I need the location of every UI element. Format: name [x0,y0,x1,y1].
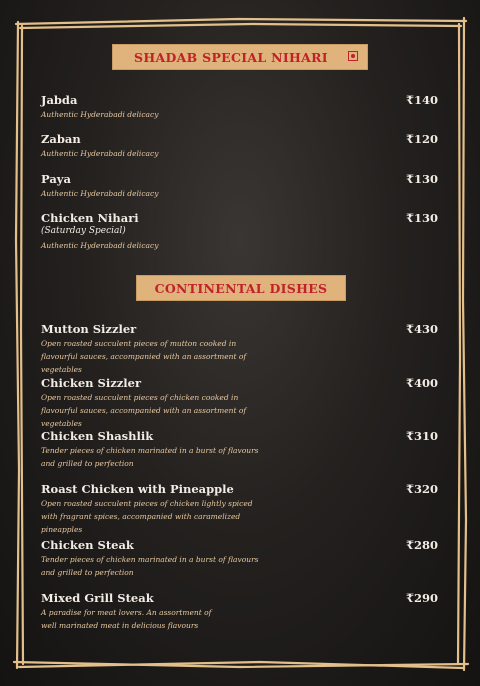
menu-item-mutton-sizzler [41,322,438,376]
item-name: Jabda [41,93,78,107]
section-title-nihari: SHADAB SPECIAL NIHARI [134,49,328,65]
item-description: Tender pieces of chicken marinated in a burst of flavours and grilled to perfection [41,446,259,468]
menu-item-paya [41,172,438,200]
item-description: Open roasted succulent pieces of chicken cooked in flavourful sauces, accompanied with an assortment of vegetables [41,393,247,428]
item-price: ₹310 [405,429,438,443]
menu-item-jabda [41,93,438,121]
item-price: ₹400 [405,376,438,390]
menu-item-zaban [41,132,438,160]
menu-item-mixed-grill-steak [41,591,438,632]
item-description: Tender pieces of chicken marinated in a burst of flavours and grilled to perfection [41,555,259,577]
item-name: Paya [41,172,71,186]
item-price: ₹320 [405,482,438,496]
item-subtitle: (Saturday Special) [41,226,126,236]
veg-mark-icon [348,51,358,61]
item-name: Roast Chicken with Pineapple [41,482,234,496]
item-price: ₹280 [405,538,438,552]
item-description: Authentic Hyderabadi delicacy [41,110,159,119]
item-price: ₹120 [405,132,438,146]
item-price: ₹130 [405,211,438,225]
item-description: Open roasted succulent pieces of mutton cooked in flavourful sauces, accompanied with an assortment of vegetables [41,339,247,374]
item-name: Zaban [41,132,81,146]
menu-item-chicken-steak [41,538,438,579]
menu-item-chicken-sizzler [41,376,438,430]
item-price: ₹140 [405,93,438,107]
section-banner-nihari [112,44,368,70]
section-banner-continental [136,275,346,301]
item-description: Open roasted succulent pieces of chicken lightly spiced with fragrant spices, accompanied with caramelized pineapples [41,499,253,534]
item-price: ₹290 [405,591,438,605]
item-price: ₹430 [405,322,438,336]
item-description: Authentic Hyderabadi delicacy [41,189,159,198]
menu-item-chicken-nihari [41,211,438,252]
section-title-continental: CONTINENTAL DISHES [154,280,328,296]
item-name: Chicken Sizzler [41,376,142,390]
item-name: Chicken Nihari [41,211,139,225]
item-description: Authentic Hyderabadi delicacy [41,149,159,158]
item-description: A paradise for meat lovers. An assortment of well marinated meat in delicious flavours [41,608,212,630]
item-name: Mixed Grill Steak [41,591,154,605]
item-name: Mutton Sizzler [41,322,137,336]
item-description: Authentic Hyderabadi delicacy [41,241,159,250]
item-name: Chicken Shashlik [41,429,154,443]
item-name: Chicken Steak [41,538,134,552]
item-price: ₹130 [405,172,438,186]
menu-item-roast-chicken-pineapple [41,482,438,536]
menu-item-chicken-shashlik [41,429,438,470]
